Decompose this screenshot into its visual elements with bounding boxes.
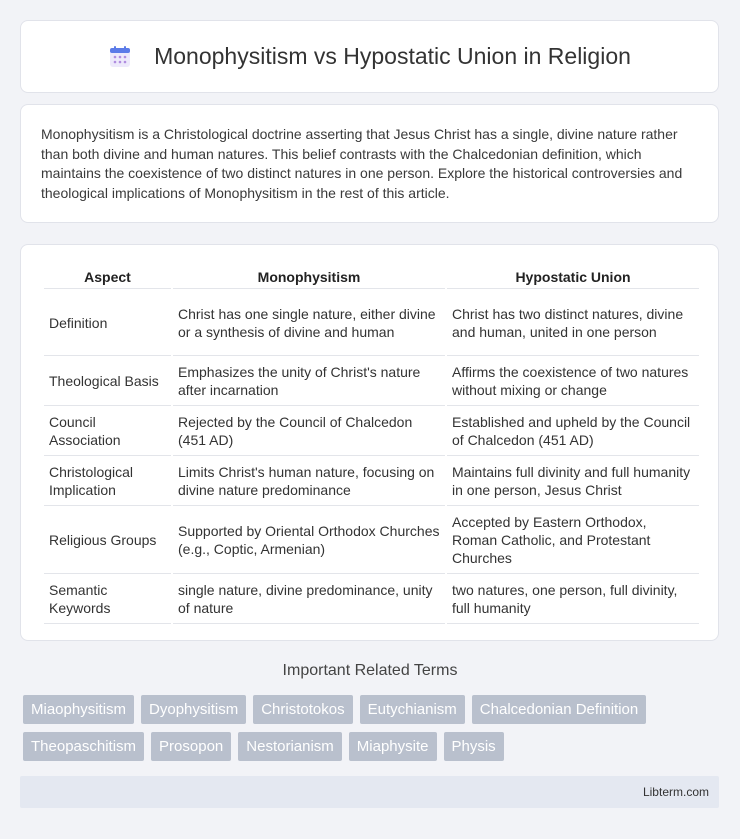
column-header-aspect: Aspect	[44, 263, 171, 289]
footer-site-link[interactable]: Libterm.com	[642, 785, 709, 799]
table-row	[44, 574, 699, 624]
table-cell: Religious Groups	[44, 506, 171, 574]
column-header-hypostatic-union: Hypostatic Union	[447, 263, 699, 289]
tag-prosopon[interactable]: Prosopon	[151, 732, 231, 761]
table-cell: Theological Basis	[44, 356, 171, 406]
intro-paragraph: Monophysitism is a Christological doctrine asserting that Jesus Christ has a single, divine nature rather than both divine and human natures. This belief contrasts with the Chalcedonian definition, which maintains the coexistence of two distinct natures in one person. Explore the historical controversies and theological implications of Monophysitism in the rest of this article.	[41, 126, 683, 201]
table-cell: Christ has two distinct natures, divine and human, united in one person	[447, 289, 699, 356]
tag-miaophysitism[interactable]: Miaophysitism	[23, 695, 134, 724]
tag-chalcedonian-definition[interactable]: Chalcedonian Definition	[472, 695, 646, 724]
table-cell: Limits Christ's human nature, focusing on divine nature predominance	[173, 456, 445, 506]
table-cell: Affirms the coexistence of two natures without mixing or change	[447, 356, 699, 406]
table-cell: Emphasizes the unity of Christ's nature after incarnation	[173, 356, 445, 406]
table-cell: Maintains full divinity and full humanity in one person, Jesus Christ	[447, 456, 699, 506]
tag-eutychianism[interactable]: Eutychianism	[360, 695, 465, 724]
intro-section	[20, 104, 719, 223]
tag-physis[interactable]: Physis	[444, 732, 504, 761]
table-cell: Definition	[44, 289, 171, 356]
table-cell: Rejected by the Council of Chalcedon (451 AD)	[173, 406, 445, 456]
table-row	[44, 356, 699, 406]
page-header	[20, 20, 719, 93]
calendar-grid-icon	[108, 45, 132, 69]
table-cell: Supported by Oriental Orthodox Churches (e.g., Coptic, Armenian)	[173, 506, 445, 574]
table-cell: Christ has one single nature, either divine or a synthesis of divine and human	[173, 289, 445, 356]
table-row	[44, 506, 699, 574]
page-footer	[20, 776, 719, 808]
table-cell: two natures, one person, full divinity, full humanity	[447, 574, 699, 624]
comparison-section	[20, 244, 719, 641]
tag-nestorianism[interactable]: Nestorianism	[238, 732, 342, 761]
table-cell: Established and upheld by the Council of Chalcedon (451 AD)	[447, 406, 699, 456]
related-terms-list	[23, 695, 723, 761]
table-cell: Council Association	[44, 406, 171, 456]
table-cell: Christological Implication	[44, 456, 171, 506]
tag-dyophysitism[interactable]: Dyophysitism	[141, 695, 246, 724]
tag-theopaschitism[interactable]: Theopaschitism	[23, 732, 144, 761]
table-cell: Semantic Keywords	[44, 574, 171, 624]
comparison-table	[42, 263, 701, 624]
table-cell: single nature, divine predominance, unity of nature	[173, 574, 445, 624]
table-row	[44, 289, 699, 356]
tag-christotokos[interactable]: Christotokos	[253, 695, 352, 724]
column-header-monophysitism: Monophysitism	[173, 263, 445, 289]
table-cell: Accepted by Eastern Orthodox, Roman Catholic, and Protestant Churches	[447, 506, 699, 574]
table-row	[44, 406, 699, 456]
tag-miaphysite[interactable]: Miaphysite	[349, 732, 437, 761]
related-terms-title: Important Related Terms	[282, 662, 458, 679]
page-title: Monophysitism vs Hypostatic Union in Religion	[154, 43, 631, 69]
table-header-row	[44, 263, 699, 289]
table-row	[44, 456, 699, 506]
